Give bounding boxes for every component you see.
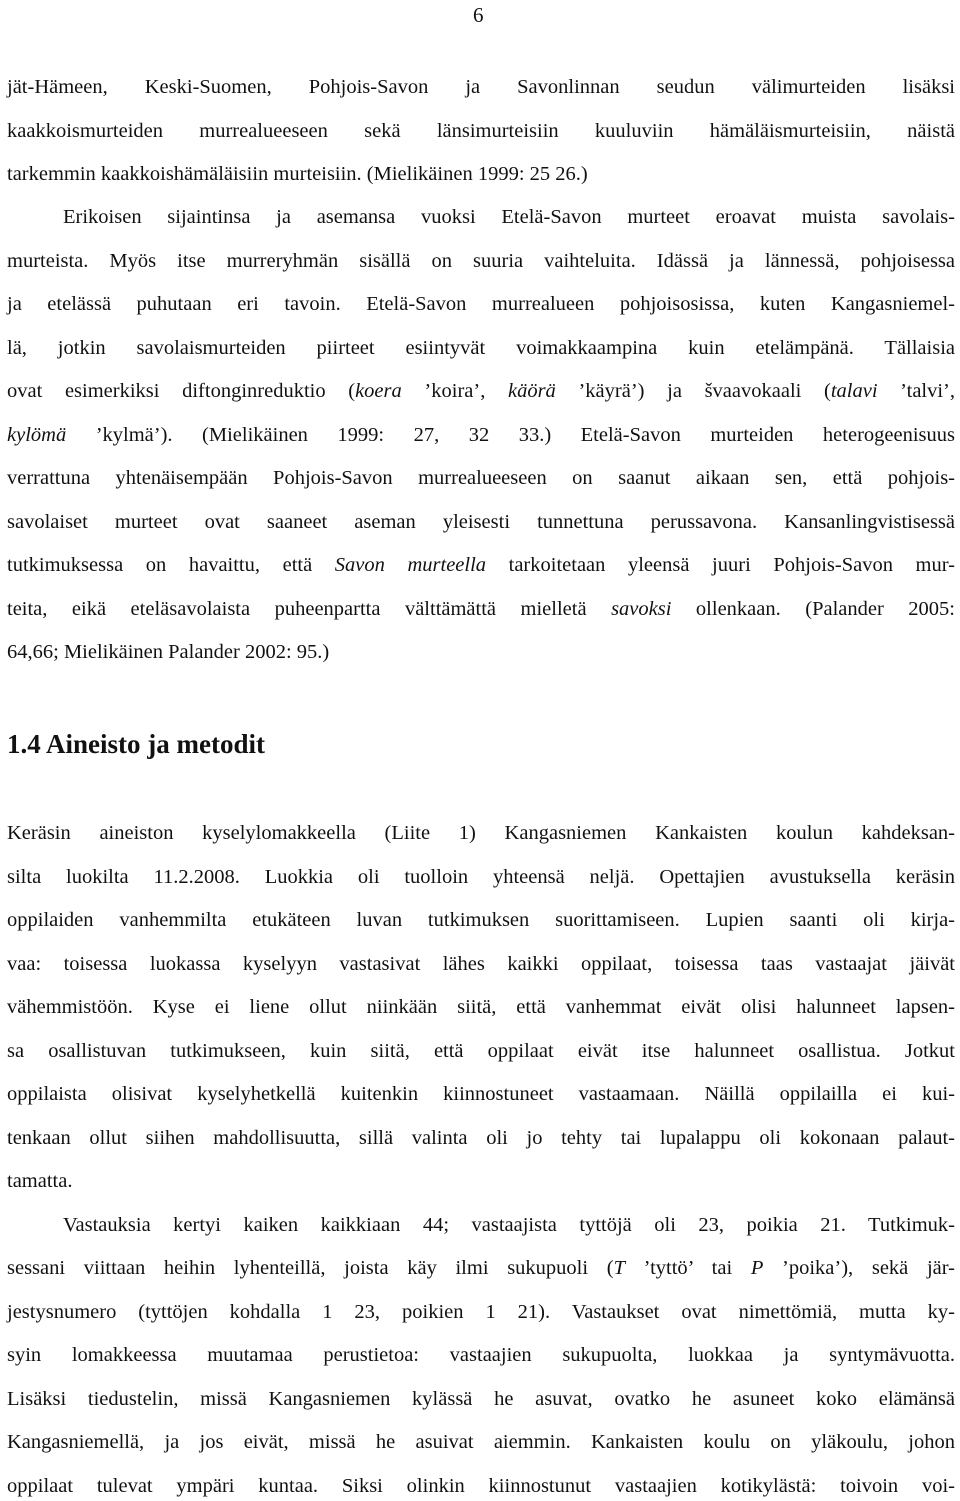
italic-term: Savon murteella bbox=[334, 554, 487, 576]
abbreviation: T bbox=[613, 1257, 625, 1279]
abbreviation: P bbox=[750, 1257, 764, 1279]
page-number: 6 bbox=[473, 3, 484, 27]
text-line: Erikoisen sijaintinsa ja asemansa vuoksi Etelä-Savon murteet eroavat muista savolais- bbox=[63, 206, 955, 228]
text-line: savolaiset murteet ovat saaneet aseman yleisesti tunnettuna perussavona. Kansanlingvistisessä bbox=[7, 511, 955, 533]
dialect-word: kylömä bbox=[7, 424, 67, 446]
text-segment: ’talvi’, bbox=[877, 380, 956, 402]
text-line: syin lomakkeessa muutamaa perustietoa: vastaajien sukupuolta, luokkaa ja syntymävuotta. bbox=[7, 1344, 955, 1366]
text-line: Lisäksi tiedustelin, missä Kangasniemen kylässä he asuvat, ovatko he asuneet koko elämänsä bbox=[7, 1388, 955, 1410]
text-segment: sessani viittaan heihin lyhenteillä, joista käy ilmi sukupuoli ( bbox=[7, 1257, 614, 1279]
text-line: oppilaiden vanhemmilta etukäteen luvan tutkimuksen suorittamiseen. Lupien saanti oli kirja- bbox=[7, 909, 955, 931]
text-segment: ovat esimerkiksi diftonginreduktio ( bbox=[7, 380, 356, 402]
text-line: vähemmistöön. Kyse ei liene ollut niinkään siitä, että vanhemmat eivät olisi halunneet lapsen- bbox=[7, 996, 955, 1018]
text-segment: ’poika’), sekä jär- bbox=[763, 1257, 955, 1279]
text-line bbox=[7, 378, 955, 404]
text-line: silta luokilta 11.2.2008. Luokkia oli tuolloin yhteensä neljä. Opettajien avustuksella keräsin bbox=[7, 866, 955, 888]
text-segment: ’tyttö’ tai bbox=[624, 1257, 751, 1279]
text-segment: ollenkaan. (Palander 2005: bbox=[671, 598, 955, 620]
text-line bbox=[7, 422, 955, 448]
italic-term: savoksi bbox=[611, 598, 672, 620]
text-line: sa osallistuvan tutkimukseen, kuin siitä, että oppilaat eivät itse halunneet osallistua. Jotkut bbox=[7, 1040, 955, 1062]
text-line: ja etelässä puhutaan eri tavoin. Etelä-Savon murrealueen pohjoisosissa, kuten Kangasniemel- bbox=[7, 293, 955, 315]
text-line: oppilaat tulevat ympäri kuntaa. Siksi olinkin kiinnostunut vastaajien kotikylästä: toivoin voi- bbox=[7, 1475, 955, 1497]
text-line: tenkaan ollut siihen mahdollisuutta, sillä valinta oli jo tehty tai lupalappu oli kokonaan palaut- bbox=[7, 1127, 955, 1149]
text-line: jät-Hämeen, Keski-Suomen, Pohjois-Savon ja Savonlinnan seudun välimurteiden lisäksi bbox=[7, 76, 955, 98]
text-segment: tutkimuksessa on havaittu, että bbox=[7, 554, 335, 576]
text-segment: ’käyrä’) ja švaavokaali ( bbox=[555, 380, 831, 402]
text-line: Kangasniemellä, ja jos eivät, missä he asuivat aiemmin. Kankaisten koulu on yläkoulu, johon bbox=[7, 1431, 955, 1453]
text-segment: teita, eikä eteläsavolaista puheenpartta välttämättä mielletä bbox=[7, 598, 612, 620]
text-line: verrattuna yhtenäisempään Pohjois-Savon murrealueeseen on saanut aikaan sen, että pohjois- bbox=[7, 467, 955, 489]
text-line bbox=[7, 552, 955, 578]
text-line: kaakkoismurteiden murrealueeseen sekä länsimurteisiin kuuluviin hämäläismurteisiin, näistä bbox=[7, 120, 955, 142]
text-segment: ’kylmä’). (Mielikäinen 1999: 27, 32 33.) Etelä-Savon murteiden heterogeenisuus bbox=[66, 424, 955, 446]
text-segment: tarkoitetaan yleensä juuri Pohjois-Savon mur- bbox=[486, 554, 955, 576]
text-segment: ’koira’, bbox=[401, 380, 508, 402]
text-line: jestysnumero (tyttöjen kohdalla 1 23, poikien 1 21). Vastaukset ovat nimettömiä, mutta ky- bbox=[7, 1301, 955, 1323]
text-line: tamatta. bbox=[7, 1170, 73, 1192]
text-line: Vastauksia kertyi kaiken kaikkiaan 44; vastaajista tyttöjä oli 23, poikia 21. Tutkimuk- bbox=[63, 1214, 955, 1236]
text-line: lä, jotkin savolaismurteiden piirteet esiintyvät voimakkaampina kuin etelämpänä. Tällaisia bbox=[7, 337, 955, 359]
dialect-word: talavi bbox=[830, 380, 878, 402]
dialect-word: käörä bbox=[507, 380, 556, 402]
text-line: oppilaista olisivat kyselyhetkellä kuitenkin kiinnostuneet vastaamaan. Näillä oppilailla ei kui- bbox=[7, 1083, 955, 1105]
text-line bbox=[7, 1255, 955, 1281]
text-line: murteista. Myös itse murreryhmän sisällä on suuria vaihteluita. Idässä ja lännessä, pohjoisessa bbox=[7, 250, 955, 272]
text-line: vaa: toisessa luokassa kyselyyn vastasivat lähes kaikki oppilaat, toisessa taas vastaajat jäivät bbox=[7, 953, 955, 975]
text-line: tarkemmin kaakkoishämäläisiin murteisiin. (Mielikäinen 1999: 25 26.) bbox=[7, 163, 588, 185]
section-heading: 1.4 Aineisto ja metodit bbox=[7, 729, 265, 759]
text-line bbox=[7, 596, 955, 622]
text-line: 64,66; Mielikäinen Palander 2002: 95.) bbox=[7, 641, 330, 663]
dialect-word: koera bbox=[355, 380, 402, 402]
text-line: Keräsin aineiston kyselylomakkeella (Liite 1) Kangasniemen Kankaisten koulun kahdeksan- bbox=[7, 822, 955, 844]
